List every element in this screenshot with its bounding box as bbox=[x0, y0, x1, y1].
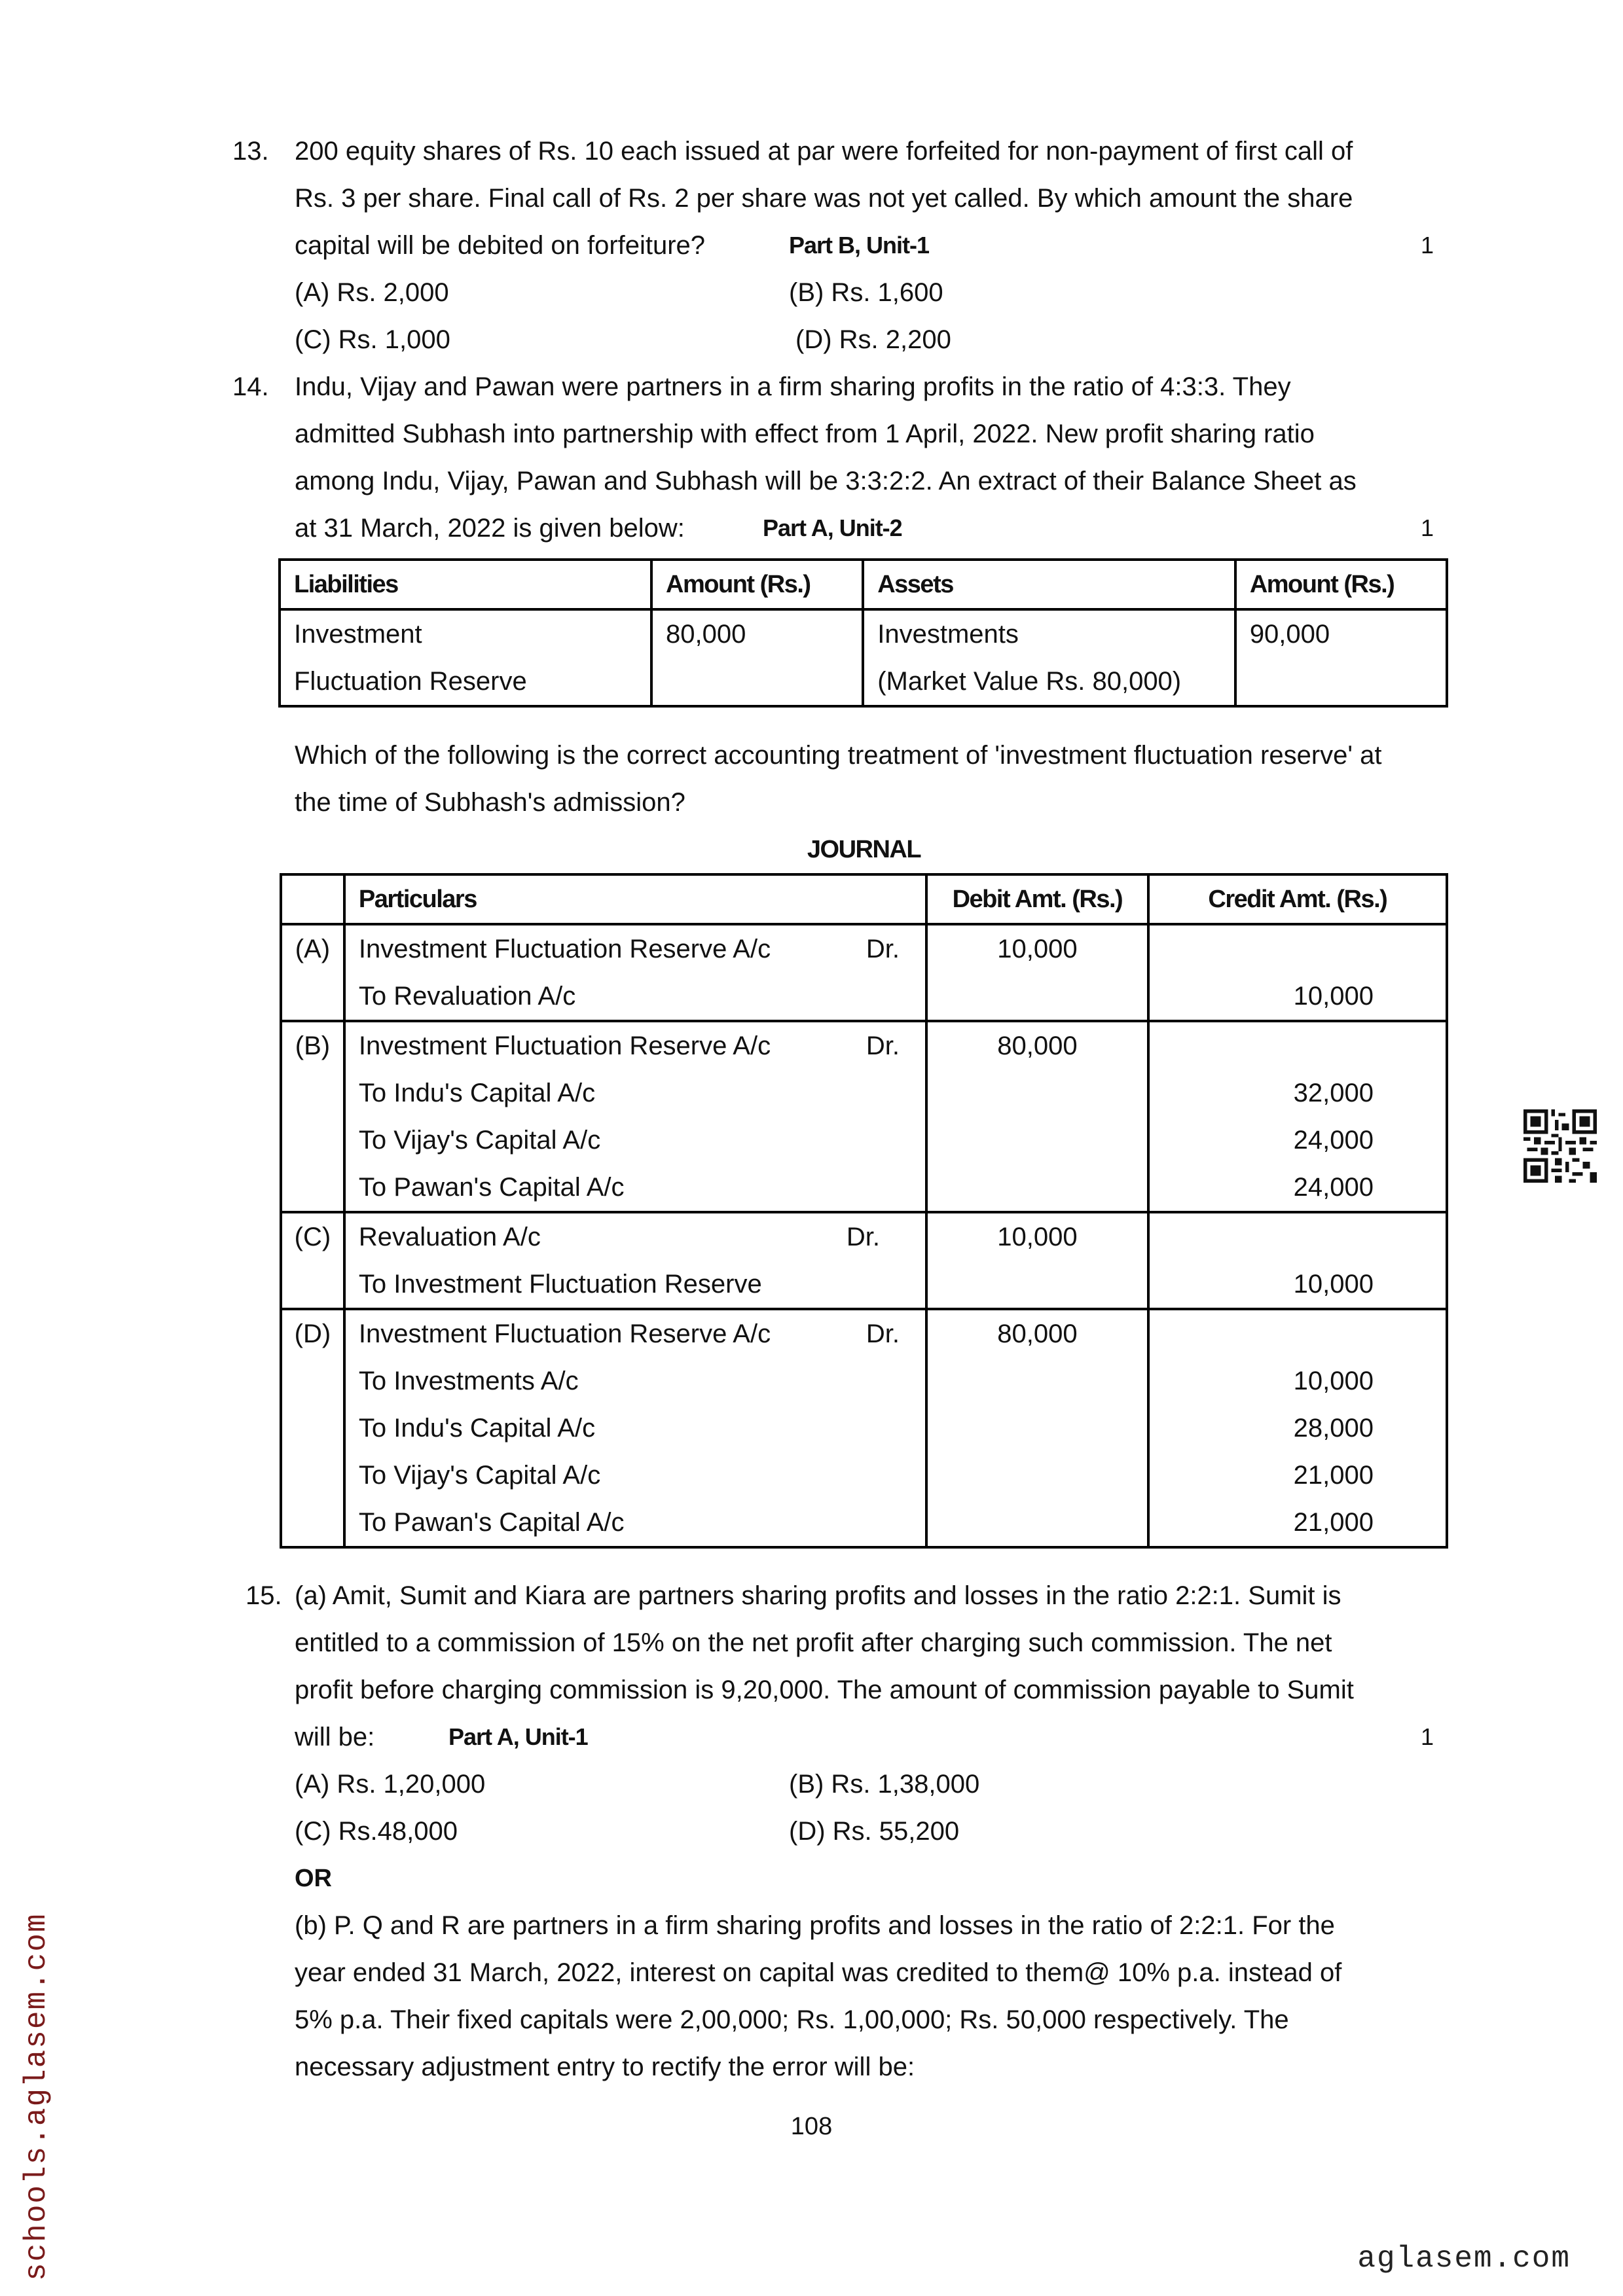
option-letter: (D) bbox=[281, 1309, 344, 1547]
options-row bbox=[295, 1761, 1434, 1808]
journal-title: JOURNAL bbox=[807, 836, 921, 863]
debit-account: Investment Fluctuation Reserve A/c bbox=[358, 1031, 771, 1060]
unit-label: Part A, Unit-2 bbox=[763, 514, 902, 541]
marks: 1 bbox=[1420, 232, 1434, 259]
debit-line bbox=[359, 1213, 925, 1261]
debit-amount: 10,000 bbox=[997, 1223, 1078, 1251]
credit-amount: 10,000 bbox=[1293, 1270, 1374, 1299]
unit-label: Part A, Unit-1 bbox=[448, 1723, 588, 1750]
header-debit: Debit Amt. (Rs.) bbox=[926, 874, 1148, 924]
option-letter: (C) bbox=[281, 1212, 344, 1309]
credit-account: To Pawan's Capital A/c bbox=[358, 1173, 625, 1202]
credit-account: To Indu's Capital A/c bbox=[358, 1414, 596, 1443]
credit-amount: 21,000 bbox=[1293, 1461, 1374, 1490]
options-row bbox=[295, 316, 1434, 363]
question-number: 13. bbox=[232, 137, 269, 166]
header-particulars: Particulars bbox=[344, 874, 926, 924]
credit-account: To Vijay's Capital A/c bbox=[358, 1461, 601, 1490]
credit-cell bbox=[1148, 924, 1447, 1021]
question-text-line: the time of Subhash's admission? bbox=[295, 788, 685, 817]
question-text-line: Indu, Vijay and Pawan were partners in a firm sharing profits in the ratio of 4:3:3. They bbox=[295, 372, 1291, 401]
marks: 1 bbox=[1420, 1723, 1434, 1750]
question-text-line: Rs. 3 per share. Final call of Rs. 2 per share was not yet called. By which amount the share bbox=[295, 184, 1353, 213]
header-credit: Credit Amt. (Rs.) bbox=[1148, 874, 1447, 924]
debit-amount: 10,000 bbox=[997, 935, 1078, 963]
debit-cell bbox=[926, 924, 1148, 1021]
debit-amount: 80,000 bbox=[997, 1319, 1078, 1348]
question-text-line: will be: bbox=[295, 1723, 375, 1751]
credit-cell bbox=[1148, 1021, 1447, 1212]
particulars-cell bbox=[344, 1021, 926, 1212]
credit-amount: 28,000 bbox=[1293, 1414, 1374, 1443]
liability-name: Investment bbox=[294, 620, 422, 649]
question-text-line: necessary adjustment entry to rectify the error will be: bbox=[295, 2053, 915, 2081]
asset-cell bbox=[863, 609, 1235, 706]
debit-cell bbox=[926, 1021, 1148, 1212]
credit-account: To Vijay's Capital A/c bbox=[358, 1126, 601, 1155]
option-d: (D) Rs. 2,200 bbox=[795, 325, 951, 354]
credit-cell bbox=[1148, 1212, 1447, 1309]
option-b: (B) Rs. 1,600 bbox=[789, 278, 943, 307]
question-text-line: among Indu, Vijay, Pawan and Subhash will be 3:3:2:2. An extract of their Balance Sheet as bbox=[295, 467, 1357, 495]
header-assets: Assets bbox=[863, 560, 1235, 609]
question-text-line bbox=[295, 1713, 1434, 1761]
question-text-line: 5% p.a. Their fixed capitals were 2,00,000; Rs. 1,00,000; Rs. 50,000 respectively. The bbox=[295, 2005, 1289, 2034]
options-row bbox=[295, 269, 1434, 316]
credit-amount: 32,000 bbox=[1293, 1079, 1374, 1107]
journal-table bbox=[280, 873, 1448, 1549]
asset-amount: 90,000 bbox=[1235, 609, 1447, 706]
question-text-line: entitled to a commission of 15% on the net profit after charging such commission. The net bbox=[295, 1628, 1332, 1657]
question-text-line: Which of the following is the correct accounting treatment of 'investment fluctuation reserve' at bbox=[295, 741, 1382, 770]
table-row bbox=[280, 609, 1447, 706]
question-text-line: at 31 March, 2022 is given below: bbox=[295, 514, 685, 543]
credit-account: To Investments A/c bbox=[358, 1367, 579, 1395]
question-number: 15. bbox=[246, 1581, 282, 1610]
credit-account: To Revaluation A/c bbox=[358, 982, 576, 1011]
credit-amount: 24,000 bbox=[1293, 1173, 1374, 1202]
watermark-bottom: aglasem.com bbox=[1357, 2242, 1571, 2276]
dr-label: Dr. bbox=[866, 935, 900, 963]
balance-sheet-table bbox=[278, 558, 1448, 708]
particulars-cell bbox=[344, 1212, 926, 1309]
question-14 bbox=[232, 363, 1434, 552]
dr-label: Dr. bbox=[846, 1223, 881, 1251]
question-text-line: profit before charging commission is 9,20,000. The amount of commission payable to Sumit bbox=[295, 1676, 1354, 1704]
question-text-line: (b) P. Q and R are partners in a firm sharing profits and losses in the ratio of 2:2:1. For the bbox=[295, 1911, 1335, 1940]
table-header-row bbox=[280, 560, 1447, 609]
question-text-line: (a) Amit, Sumit and Kiara are partners sharing profits and losses in the ratio 2:2:1. Sumit is bbox=[295, 1581, 1341, 1610]
asset-note: (Market Value Rs. 80,000) bbox=[877, 667, 1182, 696]
option-b: (B) Rs. 1,38,000 bbox=[789, 1770, 980, 1799]
question-text-line bbox=[295, 222, 1434, 269]
question-text-line: capital will be debited on forfeiture? bbox=[295, 231, 706, 260]
option-c: (C) Rs. 1,000 bbox=[295, 325, 450, 354]
credit-account: To Indu's Capital A/c bbox=[358, 1079, 596, 1107]
journal-entry-d bbox=[281, 1309, 1447, 1547]
option-a: (A) Rs. 1,20,000 bbox=[295, 1770, 486, 1799]
credit-account: To Investment Fluctuation Reserve bbox=[358, 1270, 762, 1299]
credit-amount: 10,000 bbox=[1293, 1367, 1374, 1395]
question-15 bbox=[246, 1572, 1434, 2090]
debit-account: Revaluation A/c bbox=[358, 1223, 541, 1251]
debit-amount: 80,000 bbox=[997, 1031, 1078, 1060]
particulars-cell bbox=[344, 1309, 926, 1547]
question-text-line: admitted Subhash into partnership with effect from 1 April, 2022. New profit sharing ratio bbox=[295, 420, 1315, 448]
watermark-side: schools.aglasem.com bbox=[20, 1912, 54, 2281]
debit-line bbox=[359, 1022, 925, 1069]
liability-amount: 80,000 bbox=[651, 609, 863, 706]
debit-account: Investment Fluctuation Reserve A/c bbox=[358, 1319, 771, 1348]
question-number: 14. bbox=[232, 372, 269, 401]
liability-name: Fluctuation Reserve bbox=[294, 667, 527, 696]
option-letter: (B) bbox=[281, 1021, 344, 1212]
header-liabilities: Liabilities bbox=[280, 560, 651, 609]
option-c: (C) Rs.48,000 bbox=[295, 1817, 458, 1846]
dr-label: Dr. bbox=[866, 1319, 900, 1348]
journal-entry-a bbox=[281, 924, 1447, 1021]
question-text-line: 200 equity shares of Rs. 10 each issued at par were forfeited for non-payment of first call of bbox=[295, 137, 1353, 166]
liability-cell bbox=[280, 609, 651, 706]
particulars-cell bbox=[344, 924, 926, 1021]
asset-name: Investments bbox=[877, 620, 1019, 649]
options-row bbox=[295, 1808, 1434, 1855]
credit-amount: 10,000 bbox=[1293, 982, 1374, 1011]
question-13 bbox=[232, 128, 1434, 363]
debit-line bbox=[359, 1310, 925, 1357]
unit-label: Part B, Unit-1 bbox=[789, 232, 930, 259]
question-text-line bbox=[295, 505, 1434, 552]
option-d: (D) Rs. 55,200 bbox=[789, 1817, 960, 1846]
debit-cell bbox=[926, 1212, 1148, 1309]
header-option bbox=[281, 874, 344, 924]
credit-amount: 24,000 bbox=[1293, 1126, 1374, 1155]
dr-label: Dr. bbox=[866, 1031, 900, 1060]
credit-amount: 21,000 bbox=[1293, 1508, 1374, 1537]
question-text-line: year ended 31 March, 2022, interest on capital was credited to them@ 10% p.a. instead of bbox=[295, 1958, 1342, 1987]
debit-account: Investment Fluctuation Reserve A/c bbox=[358, 935, 771, 963]
or-separator: OR bbox=[295, 1865, 332, 1892]
table-header-row bbox=[281, 874, 1447, 924]
journal-entry-c bbox=[281, 1212, 1447, 1309]
header-amount: Amount (Rs.) bbox=[651, 560, 863, 609]
option-letter: (A) bbox=[281, 924, 344, 1021]
page-number: 108 bbox=[790, 2113, 833, 2140]
debit-line bbox=[359, 925, 925, 973]
credit-account: To Pawan's Capital A/c bbox=[358, 1508, 625, 1537]
marks: 1 bbox=[1420, 514, 1434, 541]
debit-cell bbox=[926, 1309, 1148, 1547]
question-14-prompt bbox=[232, 732, 1434, 826]
option-a: (A) Rs. 2,000 bbox=[295, 278, 449, 307]
header-amount: Amount (Rs.) bbox=[1235, 560, 1447, 609]
journal-entry-b bbox=[281, 1021, 1447, 1212]
qr-code-icon bbox=[1523, 1109, 1597, 1183]
credit-cell bbox=[1148, 1309, 1447, 1547]
